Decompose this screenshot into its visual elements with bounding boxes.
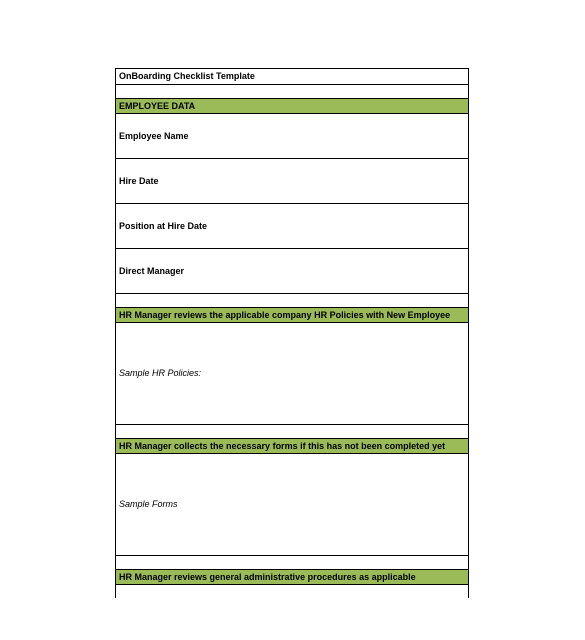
sample-hr-policies-text: Sample HR Policies: (119, 368, 202, 378)
title-row (116, 68, 468, 84)
checklist-sheet (115, 68, 469, 598)
spacer-row (116, 84, 468, 98)
field-position-label: Position at Hire Date (119, 221, 208, 231)
sample-forms-text: Sample Forms (119, 499, 178, 509)
section-employee-data (116, 98, 468, 113)
field-position[interactable] (116, 203, 468, 248)
section-hr-policies-label: HR Manager reviews the applicable company HR Policies with New Employee (119, 310, 451, 320)
blank-row (116, 584, 468, 598)
section-hr-policies (116, 307, 468, 322)
field-hire-date[interactable] (116, 158, 468, 203)
section-employee-data-label: EMPLOYEE DATA (119, 101, 196, 111)
field-direct-manager[interactable] (116, 248, 468, 293)
field-employee-name-label: Employee Name (119, 131, 189, 141)
field-hire-date-label: Hire Date (119, 176, 159, 186)
field-employee-name[interactable] (116, 113, 468, 158)
section-admin-procedures-label: HR Manager reviews general administrative procedures as applicable (119, 572, 416, 582)
blank-row (116, 424, 468, 438)
section-forms-label: HR Manager collects the necessary forms if this has not been completed yet (119, 441, 446, 451)
blank-row (116, 293, 468, 307)
sheet-title: OnBoarding Checklist Template (119, 71, 255, 81)
forms-box[interactable] (116, 453, 468, 555)
section-forms (116, 438, 468, 453)
blank-row (116, 555, 468, 569)
field-direct-manager-label: Direct Manager (119, 266, 185, 276)
section-admin-procedures (116, 569, 468, 584)
hr-policies-box[interactable] (116, 322, 468, 424)
